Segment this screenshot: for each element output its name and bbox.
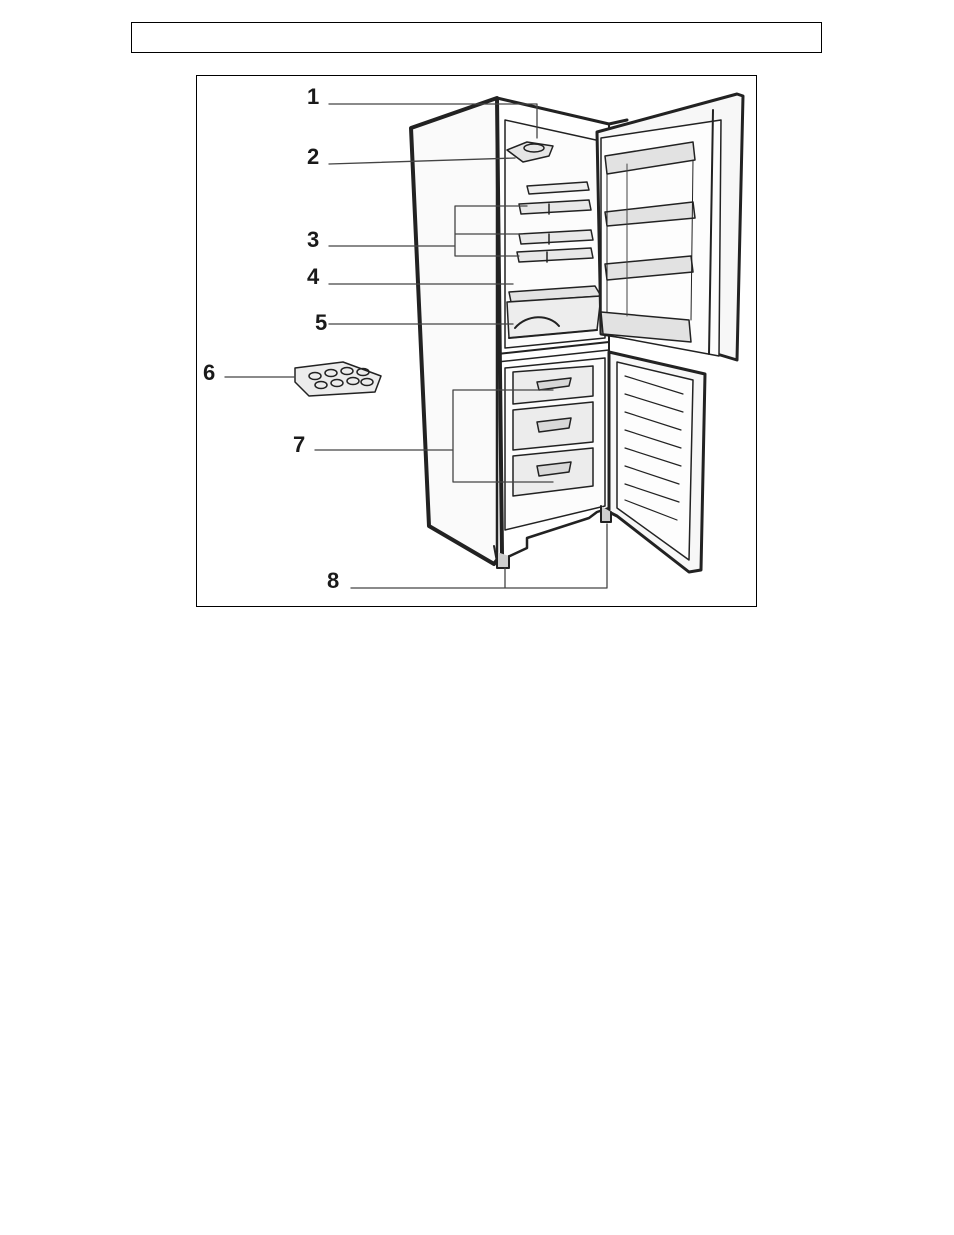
salad-crisper bbox=[507, 296, 601, 338]
header-box bbox=[131, 22, 822, 53]
callout-3: 3 bbox=[307, 227, 320, 252]
fridge-door bbox=[597, 94, 743, 360]
callout-7: 7 bbox=[293, 432, 306, 457]
callout-numbers bbox=[203, 84, 339, 593]
callout-4: 4 bbox=[307, 264, 320, 289]
refrigerator-illustration bbox=[197, 76, 757, 607]
freezer-door bbox=[609, 352, 705, 572]
callout-6: 6 bbox=[203, 360, 216, 385]
refrigerator-diagram bbox=[196, 75, 757, 607]
callout-1: 1 bbox=[307, 84, 320, 109]
egg-tray bbox=[295, 362, 381, 396]
callout-2: 2 bbox=[307, 144, 320, 169]
callout-8: 8 bbox=[327, 568, 340, 593]
freezer-drawers bbox=[513, 366, 593, 496]
callout-5: 5 bbox=[315, 310, 328, 335]
